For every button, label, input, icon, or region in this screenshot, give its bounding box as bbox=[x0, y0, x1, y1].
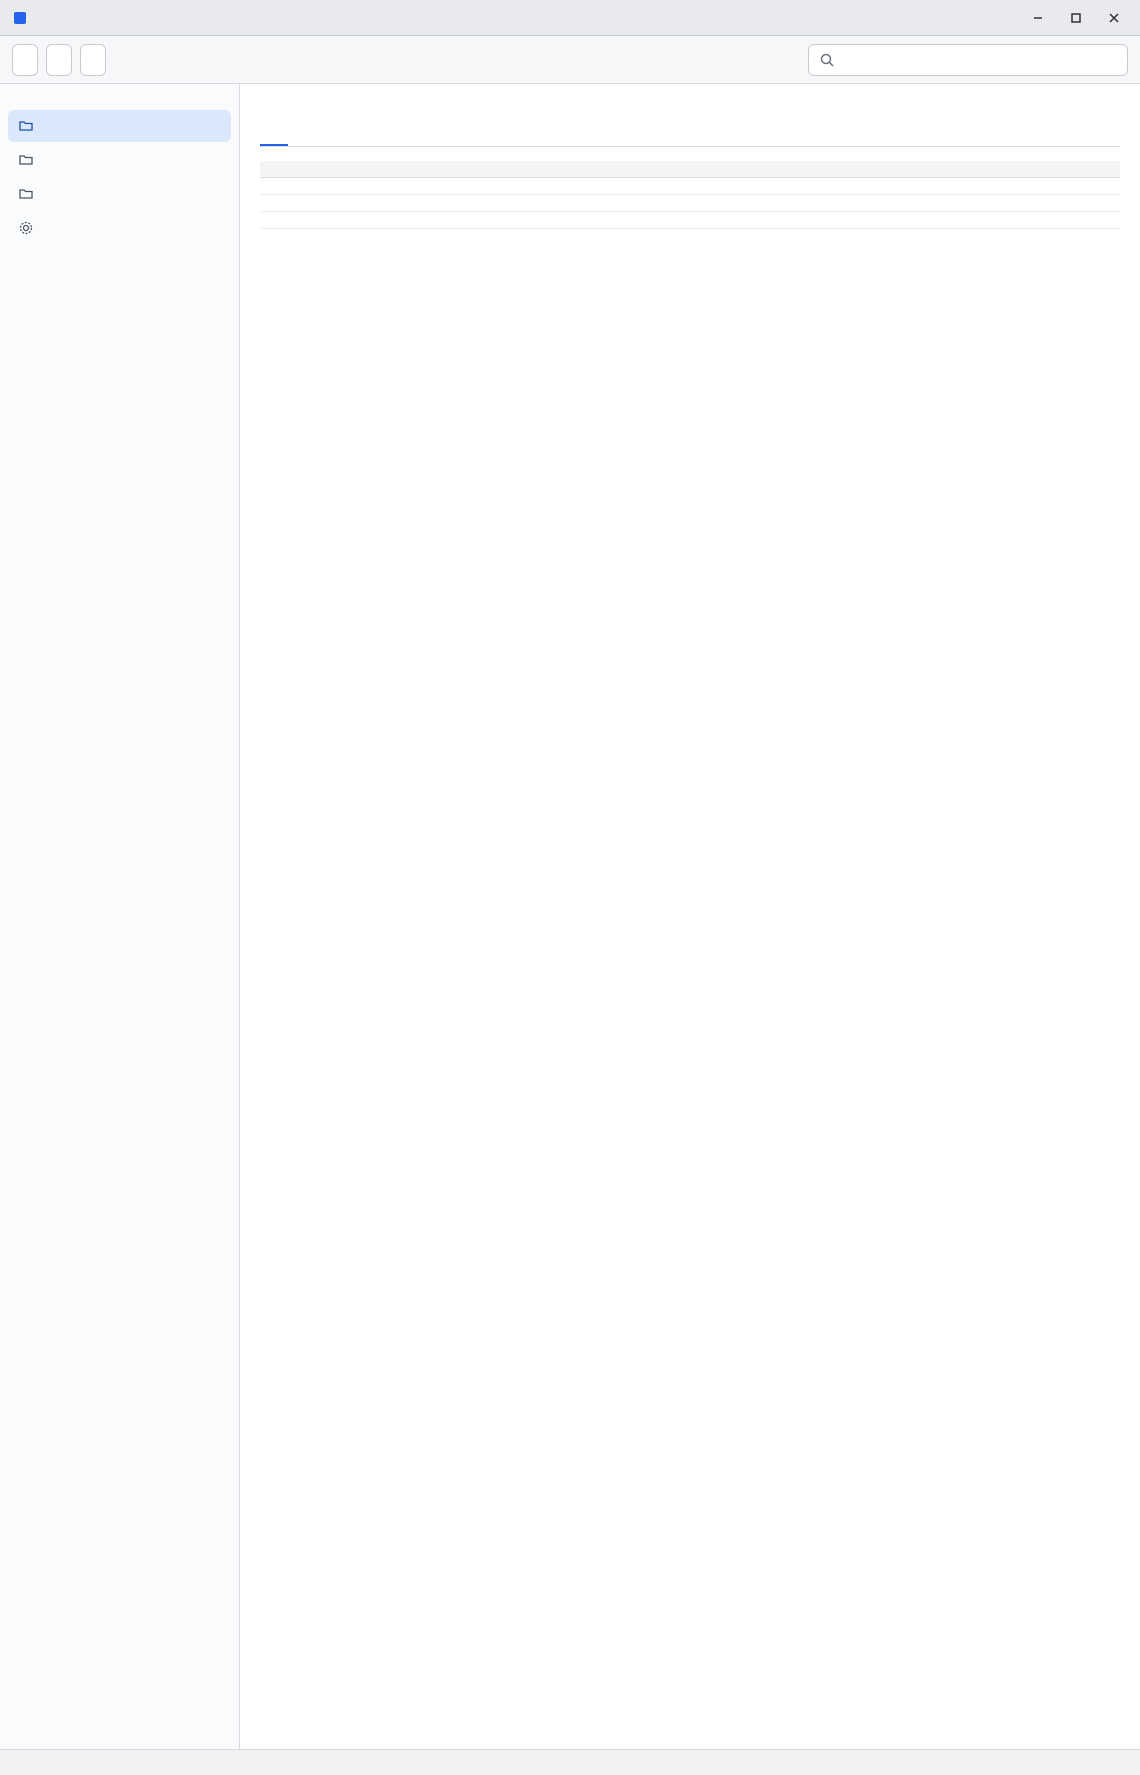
folder-icon bbox=[18, 186, 34, 202]
tab-1[interactable] bbox=[260, 128, 288, 146]
table-cell bbox=[547, 195, 834, 212]
table-cell bbox=[260, 195, 547, 212]
sidebar-heading bbox=[8, 96, 231, 108]
main-content bbox=[240, 84, 1140, 1749]
tab-bar bbox=[260, 128, 1120, 147]
minimize-icon bbox=[1030, 10, 1046, 26]
table-cell bbox=[260, 212, 547, 229]
toolbar-button-2[interactable] bbox=[46, 44, 72, 76]
tab-2[interactable] bbox=[292, 128, 320, 146]
close-icon bbox=[1106, 10, 1122, 26]
folder-icon bbox=[18, 152, 34, 168]
table-cell bbox=[833, 212, 1120, 229]
sidebar-item-1[interactable] bbox=[8, 110, 231, 142]
table-row[interactable] bbox=[260, 212, 1120, 229]
sidebar-item-4[interactable] bbox=[8, 212, 231, 244]
minimize-button[interactable] bbox=[1024, 7, 1052, 29]
table-cell bbox=[833, 178, 1120, 195]
data-table bbox=[260, 161, 1120, 229]
app-body bbox=[0, 84, 1140, 1749]
status-bar bbox=[0, 1749, 1140, 1775]
maximize-button[interactable] bbox=[1062, 7, 1090, 29]
column-header[interactable] bbox=[833, 161, 1120, 178]
sidebar bbox=[0, 84, 240, 1749]
tab-3[interactable] bbox=[324, 128, 352, 146]
table-row[interactable] bbox=[260, 178, 1120, 195]
maximize-icon bbox=[1068, 10, 1084, 26]
table-cell bbox=[260, 178, 547, 195]
search-icon bbox=[819, 52, 835, 68]
toolbar bbox=[0, 36, 1140, 84]
search-input[interactable] bbox=[841, 52, 1117, 67]
folder-icon bbox=[18, 118, 34, 134]
search-box bbox=[808, 44, 1128, 76]
table-row[interactable] bbox=[260, 195, 1120, 212]
close-button[interactable] bbox=[1100, 7, 1128, 29]
sidebar-item-3[interactable] bbox=[8, 178, 231, 210]
toolbar-button-3[interactable] bbox=[80, 44, 106, 76]
table-cell bbox=[547, 178, 834, 195]
gear-icon bbox=[18, 220, 34, 236]
column-header[interactable] bbox=[260, 161, 547, 178]
table-cell bbox=[547, 212, 834, 229]
sidebar-item-2[interactable] bbox=[8, 144, 231, 176]
column-header[interactable] bbox=[547, 161, 834, 178]
title-bar bbox=[0, 0, 1140, 36]
app-icon bbox=[12, 10, 28, 26]
toolbar-button-1[interactable] bbox=[12, 44, 38, 76]
table-header-row bbox=[260, 161, 1120, 178]
table-cell bbox=[833, 195, 1120, 212]
